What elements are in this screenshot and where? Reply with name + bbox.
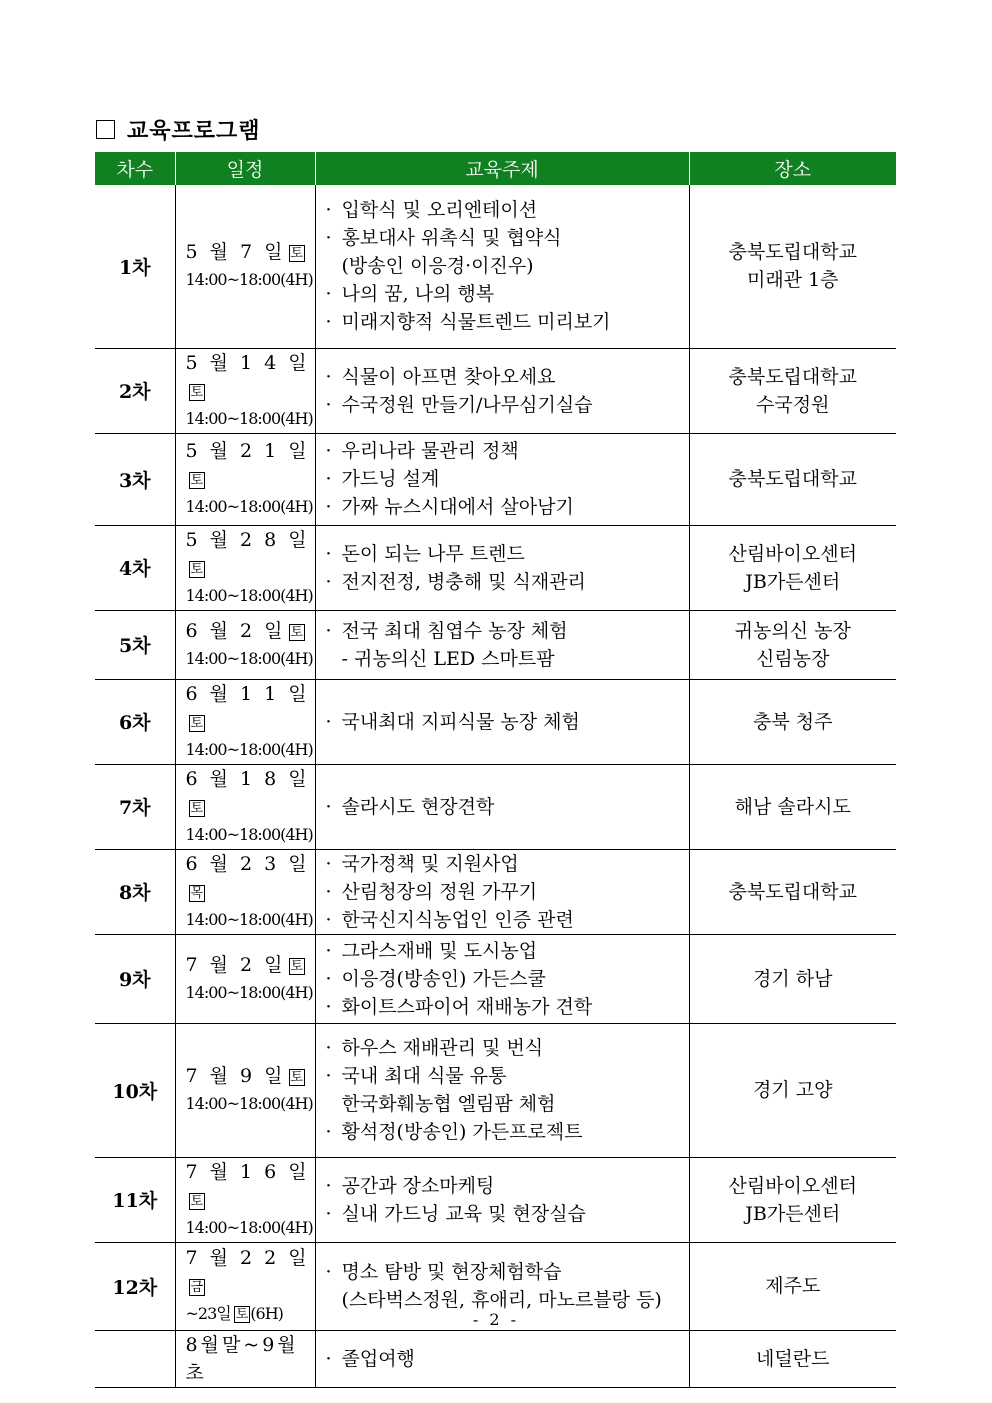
bullet-dot-icon: · bbox=[325, 1065, 332, 1087]
table-row bbox=[95, 525, 896, 610]
table-row bbox=[95, 348, 896, 433]
bullet-dot-icon: · bbox=[325, 939, 332, 962]
schedule-date: 7 월 9 일 토 bbox=[185, 1065, 304, 1087]
bullet-dot-icon: · bbox=[325, 995, 332, 1018]
weekday-badge: 토 bbox=[190, 473, 204, 488]
place-cell bbox=[689, 433, 896, 525]
place-cell bbox=[689, 1330, 896, 1387]
bullet-dot-icon: · bbox=[325, 1121, 332, 1143]
place-cell bbox=[689, 934, 896, 1023]
weekday-badge: 토 bbox=[190, 715, 204, 731]
round-cell bbox=[95, 1330, 175, 1387]
topic-item: · 우리나라 물관리 정책 bbox=[326, 437, 689, 465]
table-row bbox=[95, 1157, 896, 1242]
schedule-date: 7 월 2 2 일금 bbox=[185, 1247, 310, 1295]
topic-item: · 하우스 재배관리 및 번식 bbox=[326, 1034, 689, 1062]
topic-item: (스타벅스정원, 휴애리, 마노르블랑 등) bbox=[341, 1289, 662, 1311]
bullet-dot-icon: · bbox=[325, 199, 332, 222]
bullet-dot-icon: · bbox=[325, 468, 332, 490]
topic-item: · 명소 탐방 및 현장체험학습 bbox=[326, 1258, 689, 1286]
schedule-time: 14:00~18:00(4H) bbox=[185, 909, 313, 929]
bullet-dot-icon: · bbox=[325, 880, 332, 903]
place-line: 귀농의신 농장 bbox=[734, 619, 851, 642]
schedule-time: 14:00~18:00(4H) bbox=[185, 408, 313, 428]
schedule-date: 5 월 7 일 토 bbox=[185, 241, 304, 264]
topic-item: · 그라스재배 및 도시농업 bbox=[326, 937, 689, 965]
schedule-date: 8월말~9월초 bbox=[185, 1333, 299, 1384]
round-cell: 9차 bbox=[95, 934, 175, 1023]
place-line: 산림바이오센터 bbox=[728, 542, 857, 565]
topic-item: · 전지전정, 병충해 및 식재관리 bbox=[326, 568, 689, 596]
bullet-dot-icon: · bbox=[325, 710, 332, 733]
bullet-dot-icon: · bbox=[325, 852, 332, 875]
topic-item: · 나의 꿈, 나의 행복 bbox=[326, 280, 689, 308]
weekday-badge: 토 bbox=[290, 246, 304, 262]
round-cell: 6차 bbox=[95, 679, 175, 764]
place-line: JB가든센터 bbox=[745, 1202, 841, 1225]
page-number: - 2 - bbox=[472, 1310, 520, 1329]
topic-cell bbox=[315, 764, 689, 849]
bullet-dot-icon: · bbox=[325, 1202, 332, 1225]
topic-item: · 가짜 뉴스시대에서 살아남기 bbox=[326, 493, 689, 521]
topic-item: · 솔라시도 현장견학 bbox=[326, 793, 689, 821]
schedule-time: 14:00~18:00(4H) bbox=[185, 824, 313, 844]
round-cell: 5차 bbox=[95, 610, 175, 679]
schedule-cell bbox=[175, 679, 315, 764]
schedule-cell bbox=[175, 525, 315, 610]
topic-item: · 공간과 장소마케팅 bbox=[326, 1172, 689, 1200]
bullet-dot-icon: · bbox=[325, 227, 332, 250]
section-title: 교육프로그램 bbox=[127, 118, 261, 144]
schedule-cell bbox=[175, 764, 315, 849]
topic-item: · 미래지향적 식물트렌드 미리보기 bbox=[326, 308, 689, 336]
topic-cell bbox=[315, 849, 689, 934]
schedule-time: 14:00~18:00(4H) bbox=[185, 648, 313, 668]
schedule-date: 6 월 2 일 토 bbox=[185, 619, 304, 642]
weekday-badge: 토 bbox=[190, 384, 204, 400]
topic-item: · 국가정책 및 지원사업 bbox=[326, 850, 689, 878]
table-row bbox=[95, 679, 896, 764]
place-line: 수국정원 bbox=[756, 393, 830, 416]
schedule-cell bbox=[175, 1330, 315, 1387]
header-schedule: 일정 bbox=[175, 152, 315, 185]
schedule-date: 5 월 1 4 일토 bbox=[185, 351, 310, 400]
bullet-dot-icon: · bbox=[325, 440, 332, 462]
schedule-date: 6 월 2 3 일목 bbox=[185, 852, 310, 901]
bullet-dot-icon: · bbox=[325, 619, 332, 642]
weekday-badge: 토 bbox=[190, 800, 204, 816]
place-line: 해남 솔라시도 bbox=[734, 795, 851, 818]
place-cell bbox=[689, 610, 896, 679]
weekday-badge: 토 bbox=[290, 958, 304, 974]
weekday-badge: 토 bbox=[235, 1307, 249, 1322]
place-cell bbox=[689, 1157, 896, 1242]
topic-item: · 수국정원 만들기/나무심기실습 bbox=[326, 391, 689, 419]
topic-item: (방송인 이응경·이진우) bbox=[341, 255, 534, 278]
topic-cell bbox=[315, 934, 689, 1023]
topic-item: · 돈이 되는 나무 트렌드 bbox=[326, 540, 689, 568]
weekday-badge: 금 bbox=[190, 1280, 204, 1295]
table-row bbox=[95, 433, 896, 525]
round-cell: 2차 bbox=[95, 348, 175, 433]
schedule-cell bbox=[175, 348, 315, 433]
topic-cell bbox=[315, 1157, 689, 1242]
bullet-dot-icon: · bbox=[325, 795, 332, 818]
header-place: 장소 bbox=[689, 152, 896, 185]
schedule-time: 14:00~18:00(4H) bbox=[185, 739, 313, 759]
bullet-dot-icon: · bbox=[325, 311, 332, 334]
topic-item: · 한국신지식농업인 인증 관련 bbox=[326, 906, 689, 934]
topic-cell bbox=[315, 185, 689, 348]
table-row bbox=[95, 934, 896, 1023]
topic-cell bbox=[315, 610, 689, 679]
bullet-dot-icon: · bbox=[325, 1347, 332, 1370]
topic-item: - 귀농의신 LED 스마트팜 bbox=[341, 647, 555, 670]
topic-cell bbox=[315, 525, 689, 610]
round-cell: 12차 bbox=[95, 1242, 175, 1330]
schedule-time: ~23일 토 (6H) bbox=[185, 1304, 283, 1323]
schedule-time: 14:00~18:00(4H) bbox=[185, 497, 313, 516]
place-cell bbox=[689, 185, 896, 348]
table-row bbox=[95, 1023, 896, 1157]
topic-item: · 가드닝 설계 bbox=[326, 465, 689, 493]
schedule-time: 14:00~18:00(4H) bbox=[185, 1094, 313, 1113]
schedule-time: 14:00~18:00(4H) bbox=[185, 270, 313, 290]
bullet-dot-icon: · bbox=[325, 1261, 332, 1283]
bullet-dot-icon: · bbox=[325, 1174, 332, 1197]
topic-item: · 홍보대사 위촉식 및 협약식 bbox=[326, 224, 689, 252]
place-line: JB가든센터 bbox=[745, 570, 841, 593]
header-round: 차수 bbox=[95, 152, 175, 185]
round-cell: 1차 bbox=[95, 185, 175, 348]
place-line: 제주도 bbox=[765, 1275, 821, 1297]
topic-item: · 졸업여행 bbox=[326, 1345, 689, 1373]
table-row bbox=[95, 1330, 896, 1387]
topic-item: · 황석정(방송인) 가든프로젝트 bbox=[326, 1118, 689, 1146]
place-line: 충북도립대학교 bbox=[728, 468, 857, 490]
bullet-dot-icon: · bbox=[325, 908, 332, 931]
table-row bbox=[95, 764, 896, 849]
bullet-dot-icon: · bbox=[325, 393, 332, 416]
schedule-cell bbox=[175, 1157, 315, 1242]
place-cell bbox=[689, 348, 896, 433]
place-line: 신림농장 bbox=[756, 647, 830, 670]
schedule-date: 6 월 1 8 일토 bbox=[185, 767, 310, 816]
schedule-cell bbox=[175, 934, 315, 1023]
place-line: 충북도립대학교 bbox=[728, 365, 857, 388]
topic-item: 한국화훼농협 엘림팜 체험 bbox=[341, 1093, 556, 1115]
round-cell: 10차 bbox=[95, 1023, 175, 1157]
topic-item: · 입학식 및 오리엔테이션 bbox=[326, 196, 689, 224]
weekday-badge: 토 bbox=[290, 1070, 304, 1085]
topic-cell bbox=[315, 1023, 689, 1157]
round-cell: 4차 bbox=[95, 525, 175, 610]
place-cell bbox=[689, 679, 896, 764]
checkbox-square-icon bbox=[96, 120, 115, 139]
place-cell bbox=[689, 1023, 896, 1157]
schedule-date: 7 월 1 6 일토 bbox=[185, 1160, 310, 1209]
place-cell bbox=[689, 525, 896, 610]
schedule-cell bbox=[175, 1023, 315, 1157]
table-header-row bbox=[95, 152, 896, 185]
table-row bbox=[95, 610, 896, 679]
topic-cell bbox=[315, 348, 689, 433]
place-line: 충북도립대학교 bbox=[728, 880, 857, 903]
round-cell: 8차 bbox=[95, 849, 175, 934]
place-line: 산림바이오센터 bbox=[728, 1174, 857, 1197]
topic-cell bbox=[315, 433, 689, 525]
topic-item: · 실내 가드닝 교육 및 현장실습 bbox=[326, 1200, 689, 1228]
topic-item: · 산림청장의 정원 가꾸기 bbox=[326, 878, 689, 906]
bullet-dot-icon: · bbox=[325, 283, 332, 306]
topic-item: · 식물이 아프면 찾아오세요 bbox=[326, 363, 689, 391]
topic-item: · 화이트스파이어 재배농가 견학 bbox=[326, 993, 689, 1021]
weekday-badge: 토 bbox=[190, 1193, 204, 1209]
topic-item: · 전국 최대 침엽수 농장 체험 bbox=[326, 617, 689, 645]
topic-item: · 국내최대 지피식물 농장 체험 bbox=[326, 708, 689, 736]
schedule-time: 14:00~18:00(4H) bbox=[185, 585, 313, 605]
section-heading bbox=[96, 114, 261, 145]
schedule-cell bbox=[175, 849, 315, 934]
place-cell bbox=[689, 849, 896, 934]
bullet-dot-icon: · bbox=[325, 967, 332, 990]
schedule-time: 14:00~18:00(4H) bbox=[185, 1217, 313, 1237]
bullet-dot-icon: · bbox=[325, 496, 332, 518]
round-cell: 7차 bbox=[95, 764, 175, 849]
place-line: 네덜란드 bbox=[756, 1347, 830, 1370]
place-line: 미래관 1층 bbox=[746, 269, 839, 292]
topic-cell bbox=[315, 1330, 689, 1387]
schedule-time: 14:00~18:00(4H) bbox=[185, 982, 313, 1002]
place-line: 충북도립대학교 bbox=[728, 241, 857, 264]
weekday-badge: 토 bbox=[190, 561, 204, 577]
schedule-date: 5 월 2 8 일토 bbox=[185, 528, 310, 577]
topic-item: · 국내 최대 식물 유통 bbox=[326, 1062, 689, 1090]
bullet-dot-icon: · bbox=[325, 542, 332, 565]
table-row bbox=[95, 185, 896, 348]
weekday-badge: 토 bbox=[290, 624, 304, 640]
bullet-dot-icon: · bbox=[325, 365, 332, 388]
header-topic: 교육주제 bbox=[315, 152, 689, 185]
schedule-date: 7 월 2 일 토 bbox=[185, 953, 304, 976]
schedule-cell bbox=[175, 185, 315, 348]
topic-item: · 이응경(방송인) 가든스쿨 bbox=[326, 965, 689, 993]
bullet-dot-icon: · bbox=[325, 570, 332, 593]
place-line: 경기 고양 bbox=[753, 1079, 833, 1101]
round-cell: 11차 bbox=[95, 1157, 175, 1242]
bullet-dot-icon: · bbox=[325, 1037, 332, 1059]
place-line: 충북 청주 bbox=[753, 710, 833, 733]
round-cell: 3차 bbox=[95, 433, 175, 525]
program-schedule-table bbox=[95, 152, 896, 1388]
table-row bbox=[95, 849, 896, 934]
schedule-date: 5 월 2 1 일토 bbox=[185, 440, 310, 488]
schedule-cell bbox=[175, 433, 315, 525]
topic-cell bbox=[315, 679, 689, 764]
schedule-date: 6 월 1 1 일토 bbox=[185, 682, 310, 731]
place-cell bbox=[689, 764, 896, 849]
weekday-badge: 목 bbox=[190, 885, 204, 901]
schedule-cell bbox=[175, 610, 315, 679]
place-line: 경기 하남 bbox=[753, 967, 833, 990]
